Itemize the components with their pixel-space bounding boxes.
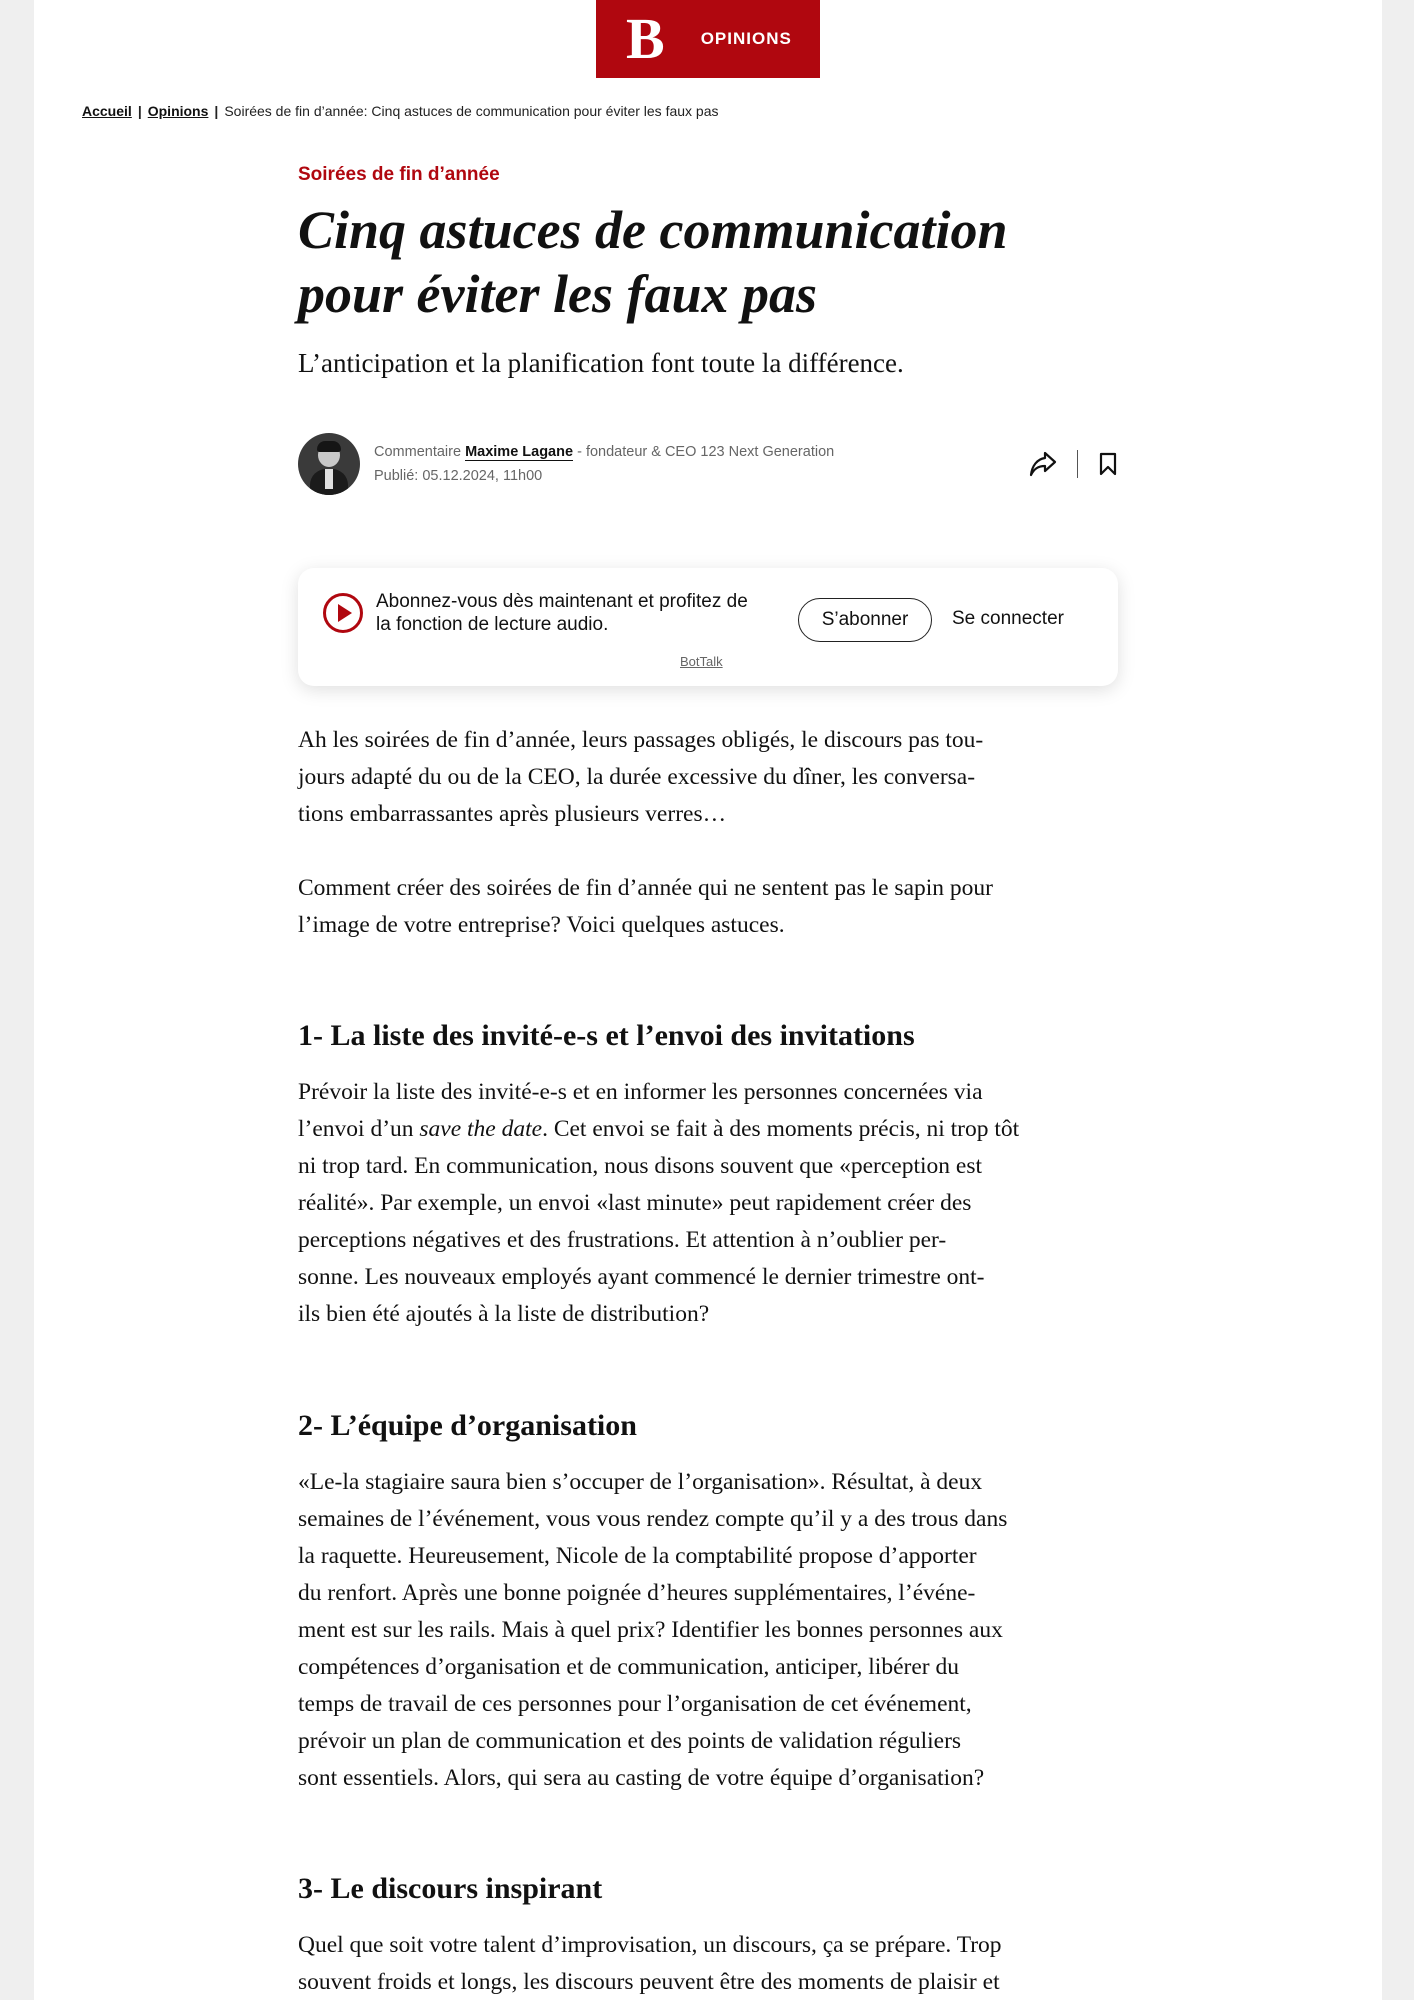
brand-logo[interactable] bbox=[596, 0, 820, 78]
author-label: Commentaire bbox=[374, 444, 462, 460]
author-avatar[interactable] bbox=[298, 433, 360, 495]
login-link[interactable]: Se connecter bbox=[952, 608, 1064, 629]
section-3-paragraph: Quel que soit votre talent d’improvisation, un discours, ça se prépare. Trop souvent froids et longs, les discours peuvent être des moments de plaisir et bbox=[298, 1932, 1002, 1995]
share-icon[interactable] bbox=[1029, 451, 1057, 477]
save-the-date-emphasis: save the date bbox=[419, 1116, 543, 1142]
audio-promo-text: Abonnez-vous dès maintenant et profitez de la fonction de lecture audio. bbox=[376, 591, 748, 635]
article-kicker[interactable]: Soirées de fin d’année bbox=[298, 164, 500, 185]
publish-date: Publié: 05.12.2024, 11h00 bbox=[374, 468, 543, 484]
body-paragraph-1: Ah les soirées de fin d’année, leurs passages obligés, le discours pas tou- jours adapté du ou de la CEO, la durée excessive du dîner, les conversa- tions embarrassantes après plusieurs verres… bbox=[298, 727, 984, 827]
breadcrumb bbox=[82, 103, 719, 119]
actions-divider bbox=[1077, 450, 1078, 478]
breadcrumb-opinions[interactable]: Opinions bbox=[147, 103, 209, 119]
play-icon[interactable] bbox=[322, 592, 364, 639]
section-heading-2: 2- L’équipe d’organisation bbox=[298, 1409, 637, 1442]
article-actions bbox=[1029, 450, 1118, 478]
author-role: - fondateur & CEO 123 Next Generation bbox=[577, 444, 835, 460]
author-meta bbox=[374, 440, 834, 488]
subscribe-button[interactable]: S’abonner bbox=[798, 598, 932, 642]
section-heading-1: 1- La liste des invité-e-s et l’envoi des invitations bbox=[298, 1019, 915, 1052]
breadcrumb-current: Soirées de fin d’année: Cinq astuces de communication pour éviter les faux pas bbox=[224, 103, 719, 119]
bookmark-icon[interactable] bbox=[1098, 452, 1118, 476]
article-lead: L’anticipation et la planification font toute la différence. bbox=[298, 348, 904, 378]
section-2-paragraph: «Le-la stagiaire saura bien s’occuper de l’organisation». Résultat, à deux semaines de l’événement, vous vous rendez compte qu’il y a des trous dans la raquette. Heureusement, Nicole de la comptabilité propose d’apporter du renfort. Après une bonne poignée d’heures supplémentaires, l’événe- ment est sur les rails. Mais à quel prix? Identifier les bonnes personnes aux compétences d’organisation et de communication, anticiper, libérer du temps de travail de ces personnes pour l’organisation de cet événement, prévoir un plan de communication et des points de validation réguliers sont essentiels. Alors, qui sera au casting de votre équipe d’organisation? bbox=[298, 1469, 1008, 1791]
article-page bbox=[34, 0, 1382, 2000]
body-paragraph-2: Comment créer des soirées de fin d’année qui ne sentent pas le sapin pour l’image de votre entreprise? Voici quelques astuces. bbox=[298, 875, 993, 938]
article-title: Cinq astuces de communication pour éviter les faux pas bbox=[298, 200, 1008, 324]
audio-promo-box bbox=[298, 568, 1118, 686]
brand-letter: B bbox=[626, 6, 665, 71]
breadcrumb-separator: | bbox=[214, 103, 219, 119]
section-heading-3: 3- Le discours inspirant bbox=[298, 1872, 603, 1905]
section-1-paragraph: Prévoir la liste des invité-e-s et en informer les personnes concernées via l’envoi d’un save the date. Cet envoi se fait à des moments précis, ni trop tôt ni trop tard. En communication, nous disons souvent que «perception est réalité». Par exemple, un envoi «last minute» peut rapidement créer des perceptions négatives et des frustrations. Et attention à n’oublier per- sonne. Les nouveaux employés ayant commencé le dernier trimestre ont- ils bien été ajoutés à la liste de distribution? bbox=[298, 1079, 1020, 1327]
brand-section-label: OPINIONS bbox=[700, 29, 792, 48]
author-name[interactable]: Maxime Lagane bbox=[465, 444, 574, 460]
breadcrumb-home[interactable]: Accueil bbox=[82, 103, 132, 119]
author-row bbox=[298, 432, 1118, 496]
breadcrumb-separator: | bbox=[137, 103, 142, 119]
bottalk-link[interactable]: BotTalk bbox=[680, 654, 723, 669]
